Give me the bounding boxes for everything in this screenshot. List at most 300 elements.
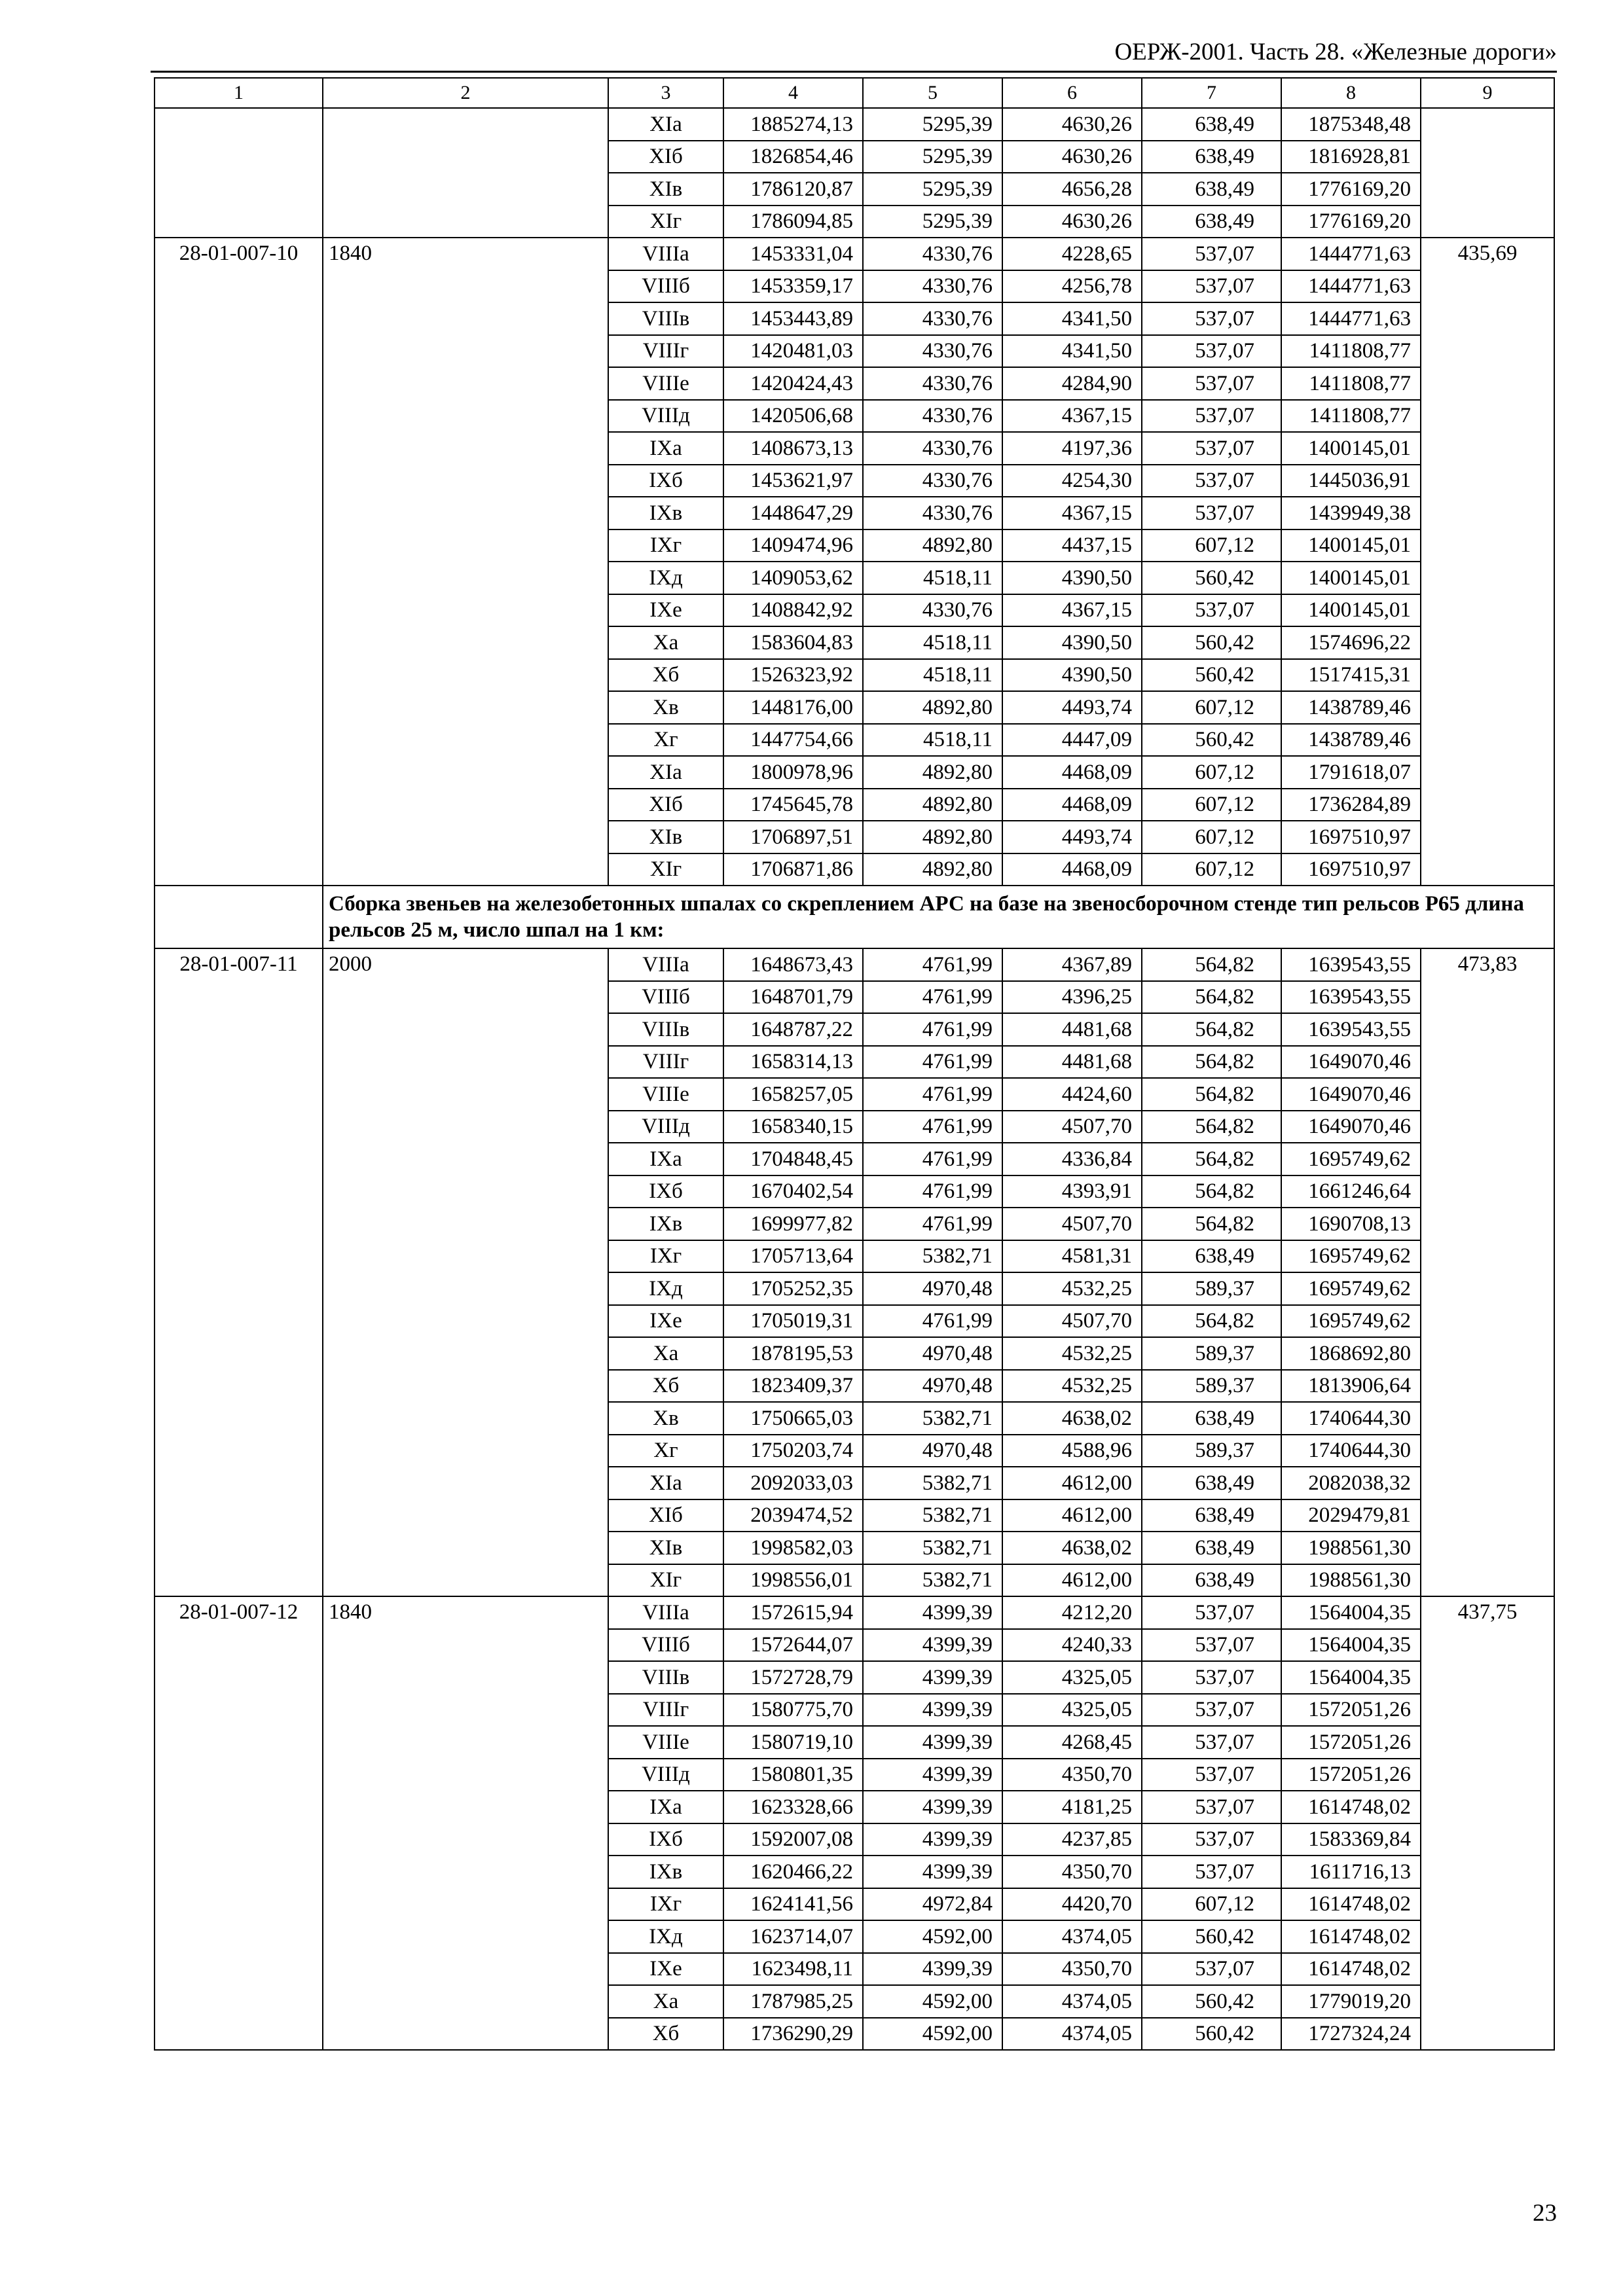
value-cell: 537,07 xyxy=(1142,1823,1281,1856)
value-cell: 4330,76 xyxy=(863,238,1002,270)
value-cell: 1658257,05 xyxy=(723,1078,863,1111)
value-cell: 1648787,22 xyxy=(723,1013,863,1046)
zone-cell: XIб xyxy=(608,1499,723,1532)
value-cell: 4399,39 xyxy=(863,1759,1002,1791)
value-cell: 4656,28 xyxy=(1002,173,1142,206)
value-cell: 1740644,30 xyxy=(1281,1435,1421,1467)
zone-cell: VIIIа xyxy=(608,238,723,270)
zone-cell: IXд xyxy=(608,1272,723,1305)
value-cell: 1639543,55 xyxy=(1281,948,1421,981)
zone-cell: Xб xyxy=(608,1370,723,1403)
value-cell: 4972,84 xyxy=(863,1888,1002,1921)
value-cell: 4374,05 xyxy=(1002,1985,1142,2018)
value-cell: 4518,11 xyxy=(863,659,1002,692)
zone-cell: XIг xyxy=(608,853,723,886)
value-cell: 1658314,13 xyxy=(723,1046,863,1079)
value-cell: 1439949,38 xyxy=(1281,497,1421,529)
value-cell: 4638,02 xyxy=(1002,1402,1142,1435)
value-cell: 4761,99 xyxy=(863,1013,1002,1046)
value-cell: 1453443,89 xyxy=(723,302,863,335)
value-cell: 1786120,87 xyxy=(723,173,863,206)
value-cell: 537,07 xyxy=(1142,1661,1281,1694)
zone-cell: IXе xyxy=(608,594,723,627)
rate-code: 28-01-007-10 xyxy=(155,238,323,886)
value-cell: 607,12 xyxy=(1142,789,1281,821)
value-cell: 1580801,35 xyxy=(723,1759,863,1791)
zone-cell: IXе xyxy=(608,1305,723,1338)
value-cell: 1826854,46 xyxy=(723,141,863,173)
value-cell: 4330,76 xyxy=(863,497,1002,529)
value-cell: 537,07 xyxy=(1142,400,1281,433)
value-cell: 4507,70 xyxy=(1002,1208,1142,1240)
value-cell: 1453331,04 xyxy=(723,238,863,270)
value-cell: 4330,76 xyxy=(863,302,1002,335)
zone-cell: XIб xyxy=(608,141,723,173)
value-cell: 4330,76 xyxy=(863,270,1002,303)
zone-cell: IXб xyxy=(608,1175,723,1208)
value-cell: 1649070,46 xyxy=(1281,1046,1421,1079)
value-cell: 4268,45 xyxy=(1002,1726,1142,1759)
value-cell: 4399,39 xyxy=(863,1856,1002,1888)
value-cell: 1705713,64 xyxy=(723,1240,863,1273)
value-cell: 4447,09 xyxy=(1002,724,1142,757)
value-cell: 4424,60 xyxy=(1002,1078,1142,1111)
section-title-row xyxy=(155,886,1554,948)
value-cell: 1572051,26 xyxy=(1281,1726,1421,1759)
value-cell: 4390,50 xyxy=(1002,659,1142,692)
zone-cell: VIIIг xyxy=(608,1046,723,1079)
value-cell: 589,37 xyxy=(1142,1370,1281,1403)
value-cell: 1580775,70 xyxy=(723,1694,863,1727)
zone-cell: IXв xyxy=(608,1856,723,1888)
value-cell: 607,12 xyxy=(1142,853,1281,886)
value-cell: 4399,39 xyxy=(863,1596,1002,1629)
zone-cell: VIIIв xyxy=(608,302,723,335)
value-cell: 1695749,62 xyxy=(1281,1272,1421,1305)
value-cell: 1786094,85 xyxy=(723,206,863,238)
value-cell: 5382,71 xyxy=(863,1532,1002,1564)
value-cell: 1444771,63 xyxy=(1281,238,1421,270)
value-cell: 1623498,11 xyxy=(723,1953,863,1986)
value-cell: 4970,48 xyxy=(863,1337,1002,1370)
zone-cell: VIIIв xyxy=(608,1013,723,1046)
value-cell: 1447754,66 xyxy=(723,724,863,757)
value-cell: 4892,80 xyxy=(863,529,1002,562)
value-cell: 4761,99 xyxy=(863,1208,1002,1240)
zone-cell: IXа xyxy=(608,432,723,465)
value-cell: 4330,76 xyxy=(863,367,1002,400)
value-cell: 607,12 xyxy=(1142,821,1281,853)
zone-cell: IXд xyxy=(608,562,723,594)
value-cell: 5382,71 xyxy=(863,1467,1002,1499)
value-cell: 4399,39 xyxy=(863,1661,1002,1694)
zone-cell: Xа xyxy=(608,626,723,659)
value-cell: 1705252,35 xyxy=(723,1272,863,1305)
zone-cell: IXв xyxy=(608,1208,723,1240)
value-cell: 4761,99 xyxy=(863,1305,1002,1338)
value-cell: 4240,33 xyxy=(1002,1629,1142,1662)
value-cell: 1699977,82 xyxy=(723,1208,863,1240)
value-cell: 537,07 xyxy=(1142,594,1281,627)
zone-cell: IXа xyxy=(608,1791,723,1823)
zone-cell: VIIIе xyxy=(608,367,723,400)
value-cell: 1400145,01 xyxy=(1281,529,1421,562)
value-cell: 589,37 xyxy=(1142,1272,1281,1305)
value-cell: 1690708,13 xyxy=(1281,1208,1421,1240)
value-cell: 4761,99 xyxy=(863,948,1002,981)
value-cell: 4507,70 xyxy=(1002,1111,1142,1143)
col9-value: 435,69 xyxy=(1421,238,1554,886)
zone-cell: VIIIе xyxy=(608,1726,723,1759)
section-spacer xyxy=(155,886,323,948)
value-cell: 638,49 xyxy=(1142,1564,1281,1597)
value-cell: 5295,39 xyxy=(863,108,1002,141)
value-cell: 4390,50 xyxy=(1002,626,1142,659)
value-cell: 607,12 xyxy=(1142,529,1281,562)
value-cell: 4581,31 xyxy=(1002,1240,1142,1273)
value-cell: 4350,70 xyxy=(1002,1856,1142,1888)
value-cell: 4970,48 xyxy=(863,1435,1002,1467)
rate-code: 28-01-007-11 xyxy=(155,948,323,1596)
value-cell: 2029479,81 xyxy=(1281,1499,1421,1532)
value-cell: 4399,39 xyxy=(863,1726,1002,1759)
value-cell: 4256,78 xyxy=(1002,270,1142,303)
value-cell: 1572728,79 xyxy=(723,1661,863,1694)
rate-code xyxy=(155,108,323,238)
value-cell: 1704848,45 xyxy=(723,1143,863,1175)
column-number: 6 xyxy=(1002,78,1142,108)
value-cell: 1453621,97 xyxy=(723,465,863,497)
value-cell: 4468,09 xyxy=(1002,756,1142,789)
value-cell: 537,07 xyxy=(1142,270,1281,303)
value-cell: 4350,70 xyxy=(1002,1759,1142,1791)
page-number: 23 xyxy=(1533,2200,1557,2227)
value-cell: 4399,39 xyxy=(863,1629,1002,1662)
value-cell: 4325,05 xyxy=(1002,1661,1142,1694)
value-cell: 4532,25 xyxy=(1002,1337,1142,1370)
value-cell: 1736284,89 xyxy=(1281,789,1421,821)
value-cell: 1572615,94 xyxy=(723,1596,863,1629)
value-cell: 4330,76 xyxy=(863,465,1002,497)
value-cell: 1444771,63 xyxy=(1281,302,1421,335)
value-cell: 4212,20 xyxy=(1002,1596,1142,1629)
column-number: 3 xyxy=(608,78,723,108)
value-cell: 2082038,32 xyxy=(1281,1467,1421,1499)
zone-cell: IXа xyxy=(608,1143,723,1175)
value-cell: 1400145,01 xyxy=(1281,562,1421,594)
value-cell: 537,07 xyxy=(1142,367,1281,400)
value-cell: 5382,71 xyxy=(863,1402,1002,1435)
value-cell: 1648673,43 xyxy=(723,948,863,981)
zone-cell: Xв xyxy=(608,691,723,724)
value-cell: 1868692,80 xyxy=(1281,1337,1421,1370)
value-cell: 4237,85 xyxy=(1002,1823,1142,1856)
value-cell: 560,42 xyxy=(1142,1920,1281,1953)
value-cell: 1658340,15 xyxy=(723,1111,863,1143)
col2-value xyxy=(323,108,608,238)
value-cell: 1648701,79 xyxy=(723,981,863,1014)
zone-cell: XIа xyxy=(608,108,723,141)
value-cell: 1408842,92 xyxy=(723,594,863,627)
col9-value: 437,75 xyxy=(1421,1596,1554,2050)
zone-cell: IXг xyxy=(608,529,723,562)
value-cell: 638,49 xyxy=(1142,206,1281,238)
value-cell: 4254,30 xyxy=(1002,465,1142,497)
value-cell: 1438789,46 xyxy=(1281,724,1421,757)
zone-cell: Xа xyxy=(608,1337,723,1370)
value-cell: 4592,00 xyxy=(863,1985,1002,2018)
value-cell: 564,82 xyxy=(1142,1175,1281,1208)
value-cell: 1998556,01 xyxy=(723,1564,863,1597)
value-cell: 1787985,25 xyxy=(723,1985,863,2018)
col2-value: 1840 xyxy=(323,1596,608,2050)
section-title: Сборка звеньев на железобетонных шпалах со скреплением АРС на базе на звеносборочном стенде тип рельсов Р65 длина рельсов 25 м, число шпал на 1 км: xyxy=(323,886,1554,948)
value-cell: 4761,99 xyxy=(863,1046,1002,1079)
value-cell: 4330,76 xyxy=(863,594,1002,627)
value-cell: 4437,15 xyxy=(1002,529,1142,562)
zone-cell: VIIIд xyxy=(608,400,723,433)
value-cell: 560,42 xyxy=(1142,659,1281,692)
value-cell: 1695749,62 xyxy=(1281,1305,1421,1338)
value-cell: 4341,50 xyxy=(1002,335,1142,368)
value-cell: 1661246,64 xyxy=(1281,1175,1421,1208)
value-cell: 1705019,31 xyxy=(723,1305,863,1338)
zone-cell: VIIIг xyxy=(608,335,723,368)
value-cell: 4468,09 xyxy=(1002,853,1142,886)
value-cell: 4588,96 xyxy=(1002,1435,1142,1467)
value-cell: 1878195,53 xyxy=(723,1337,863,1370)
column-number: 8 xyxy=(1281,78,1421,108)
column-number: 5 xyxy=(863,78,1002,108)
value-cell: 4532,25 xyxy=(1002,1272,1142,1305)
value-cell: 4399,39 xyxy=(863,1694,1002,1727)
header-rule xyxy=(151,71,1557,73)
value-cell: 2039474,52 xyxy=(723,1499,863,1532)
value-cell: 607,12 xyxy=(1142,1888,1281,1921)
value-cell: 1697510,97 xyxy=(1281,821,1421,853)
value-cell: 1448647,29 xyxy=(723,497,863,529)
zone-cell: Xв xyxy=(608,1402,723,1435)
value-cell: 4399,39 xyxy=(863,1791,1002,1823)
value-cell: 1988561,30 xyxy=(1281,1564,1421,1597)
value-cell: 4481,68 xyxy=(1002,1046,1142,1079)
zone-cell: VIIIб xyxy=(608,981,723,1014)
value-cell: 1750203,74 xyxy=(723,1435,863,1467)
value-cell: 537,07 xyxy=(1142,1953,1281,1986)
value-cell: 5382,71 xyxy=(863,1499,1002,1532)
value-cell: 1875348,48 xyxy=(1281,108,1421,141)
value-cell: 4592,00 xyxy=(863,2018,1002,2051)
value-cell: 4390,50 xyxy=(1002,562,1142,594)
value-cell: 1611716,13 xyxy=(1281,1856,1421,1888)
column-number: 7 xyxy=(1142,78,1281,108)
zone-cell: XIв xyxy=(608,173,723,206)
zone-cell: VIIIг xyxy=(608,1694,723,1727)
value-cell: 4325,05 xyxy=(1002,1694,1142,1727)
value-cell: 5295,39 xyxy=(863,206,1002,238)
value-cell: 4761,99 xyxy=(863,1175,1002,1208)
value-cell: 1695749,62 xyxy=(1281,1240,1421,1273)
zone-cell: IXг xyxy=(608,1888,723,1921)
value-cell: 638,49 xyxy=(1142,1499,1281,1532)
value-cell: 1791618,07 xyxy=(1281,756,1421,789)
value-cell: 537,07 xyxy=(1142,1856,1281,1888)
value-cell: 1420506,68 xyxy=(723,400,863,433)
value-cell: 1400145,01 xyxy=(1281,594,1421,627)
value-cell: 4630,26 xyxy=(1002,141,1142,173)
value-cell: 537,07 xyxy=(1142,432,1281,465)
value-cell: 4367,15 xyxy=(1002,400,1142,433)
value-cell: 589,37 xyxy=(1142,1337,1281,1370)
value-cell: 4468,09 xyxy=(1002,789,1142,821)
value-cell: 537,07 xyxy=(1142,1694,1281,1727)
value-cell: 4892,80 xyxy=(863,756,1002,789)
value-cell: 1695749,62 xyxy=(1281,1143,1421,1175)
zone-cell: Xг xyxy=(608,724,723,757)
value-cell: 638,49 xyxy=(1142,1532,1281,1564)
value-cell: 1779019,20 xyxy=(1281,1985,1421,2018)
value-cell: 1411808,77 xyxy=(1281,400,1421,433)
value-cell: 4341,50 xyxy=(1002,302,1142,335)
value-cell: 1583369,84 xyxy=(1281,1823,1421,1856)
value-cell: 560,42 xyxy=(1142,2018,1281,2051)
value-cell: 4367,15 xyxy=(1002,594,1142,627)
column-number-row xyxy=(155,78,1554,108)
value-cell: 537,07 xyxy=(1142,238,1281,270)
value-cell: 1697510,97 xyxy=(1281,853,1421,886)
value-cell: 1517415,31 xyxy=(1281,659,1421,692)
value-cell: 1445036,91 xyxy=(1281,465,1421,497)
table-body xyxy=(155,78,1554,2050)
value-cell: 5382,71 xyxy=(863,1240,1002,1273)
value-cell: 4761,99 xyxy=(863,1143,1002,1175)
value-cell: 1624141,56 xyxy=(723,1888,863,1921)
column-number: 4 xyxy=(723,78,863,108)
col9-value xyxy=(1421,108,1554,238)
value-cell: 638,49 xyxy=(1142,173,1281,206)
value-cell: 1583604,83 xyxy=(723,626,863,659)
value-cell: 1776169,20 xyxy=(1281,206,1421,238)
value-cell: 1670402,54 xyxy=(723,1175,863,1208)
value-cell: 1564004,35 xyxy=(1281,1661,1421,1694)
value-cell: 1400145,01 xyxy=(1281,432,1421,465)
value-cell: 1800978,96 xyxy=(723,756,863,789)
col2-value: 2000 xyxy=(323,948,608,1596)
value-cell: 4367,15 xyxy=(1002,497,1142,529)
zone-cell: XIв xyxy=(608,821,723,853)
zone-cell: IXб xyxy=(608,1823,723,1856)
value-cell: 1706897,51 xyxy=(723,821,863,853)
value-cell: 1580719,10 xyxy=(723,1726,863,1759)
value-cell: 1592007,08 xyxy=(723,1823,863,1856)
value-cell: 537,07 xyxy=(1142,497,1281,529)
value-cell: 1998582,03 xyxy=(723,1532,863,1564)
zone-cell: Xг xyxy=(608,1435,723,1467)
value-cell: 1526323,92 xyxy=(723,659,863,692)
value-cell: 1574696,22 xyxy=(1281,626,1421,659)
value-cell: 4399,39 xyxy=(863,1953,1002,1986)
value-cell: 1988561,30 xyxy=(1281,1532,1421,1564)
value-cell: 4892,80 xyxy=(863,691,1002,724)
value-cell: 1740644,30 xyxy=(1281,1402,1421,1435)
zone-cell: VIIIб xyxy=(608,270,723,303)
value-cell: 4420,70 xyxy=(1002,1888,1142,1921)
value-cell: 4630,26 xyxy=(1002,108,1142,141)
zone-cell: XIв xyxy=(608,1532,723,1564)
value-cell: 1564004,35 xyxy=(1281,1596,1421,1629)
table-row xyxy=(155,948,1554,981)
value-cell: 537,07 xyxy=(1142,1629,1281,1662)
value-cell: 564,82 xyxy=(1142,1143,1281,1175)
value-cell: 537,07 xyxy=(1142,1726,1281,1759)
value-cell: 4493,74 xyxy=(1002,821,1142,853)
rate-code: 28-01-007-12 xyxy=(155,1596,323,2050)
table-row xyxy=(155,108,1554,141)
value-cell: 564,82 xyxy=(1142,1111,1281,1143)
value-cell: 607,12 xyxy=(1142,691,1281,724)
value-cell: 4761,99 xyxy=(863,1078,1002,1111)
value-cell: 537,07 xyxy=(1142,302,1281,335)
value-cell: 4518,11 xyxy=(863,626,1002,659)
zone-cell: XIб xyxy=(608,789,723,821)
value-cell: 4284,90 xyxy=(1002,367,1142,400)
value-cell: 4630,26 xyxy=(1002,206,1142,238)
col2-value: 1840 xyxy=(323,238,608,886)
zone-cell: Xб xyxy=(608,659,723,692)
value-cell: 1614748,02 xyxy=(1281,1888,1421,1921)
value-cell: 537,07 xyxy=(1142,335,1281,368)
zone-cell: XIа xyxy=(608,756,723,789)
value-cell: 1409053,62 xyxy=(723,562,863,594)
value-cell: 589,37 xyxy=(1142,1435,1281,1467)
value-cell: 1649070,46 xyxy=(1281,1111,1421,1143)
value-cell: 4970,48 xyxy=(863,1370,1002,1403)
value-cell: 1572644,07 xyxy=(723,1629,863,1662)
rates-table xyxy=(154,77,1555,2051)
value-cell: 1620466,22 xyxy=(723,1856,863,1888)
value-cell: 1444771,63 xyxy=(1281,270,1421,303)
value-cell: 1639543,55 xyxy=(1281,981,1421,1014)
zone-cell: VIIIа xyxy=(608,1596,723,1629)
value-cell: 560,42 xyxy=(1142,724,1281,757)
zone-cell: XIг xyxy=(608,206,723,238)
value-cell: 4518,11 xyxy=(863,724,1002,757)
value-cell: 1639543,55 xyxy=(1281,1013,1421,1046)
value-cell: 1623714,07 xyxy=(723,1920,863,1953)
value-cell: 1409474,96 xyxy=(723,529,863,562)
zone-cell: XIг xyxy=(608,1564,723,1597)
value-cell: 1614748,02 xyxy=(1281,1953,1421,1986)
value-cell: 4892,80 xyxy=(863,853,1002,886)
value-cell: 4518,11 xyxy=(863,562,1002,594)
value-cell: 1572051,26 xyxy=(1281,1759,1421,1791)
zone-cell: VIIIа xyxy=(608,948,723,981)
value-cell: 1750665,03 xyxy=(723,1402,863,1435)
value-cell: 4393,91 xyxy=(1002,1175,1142,1208)
value-cell: 5382,71 xyxy=(863,1564,1002,1597)
value-cell: 4892,80 xyxy=(863,821,1002,853)
value-cell: 1448176,00 xyxy=(723,691,863,724)
value-cell: 4374,05 xyxy=(1002,2018,1142,2051)
zone-cell: VIIIе xyxy=(608,1078,723,1111)
value-cell: 537,07 xyxy=(1142,1596,1281,1629)
value-cell: 638,49 xyxy=(1142,1240,1281,1273)
zone-cell: XIа xyxy=(608,1467,723,1499)
value-cell: 4638,02 xyxy=(1002,1532,1142,1564)
value-cell: 1823409,37 xyxy=(723,1370,863,1403)
value-cell: 4396,25 xyxy=(1002,981,1142,1014)
value-cell: 4612,00 xyxy=(1002,1564,1142,1597)
